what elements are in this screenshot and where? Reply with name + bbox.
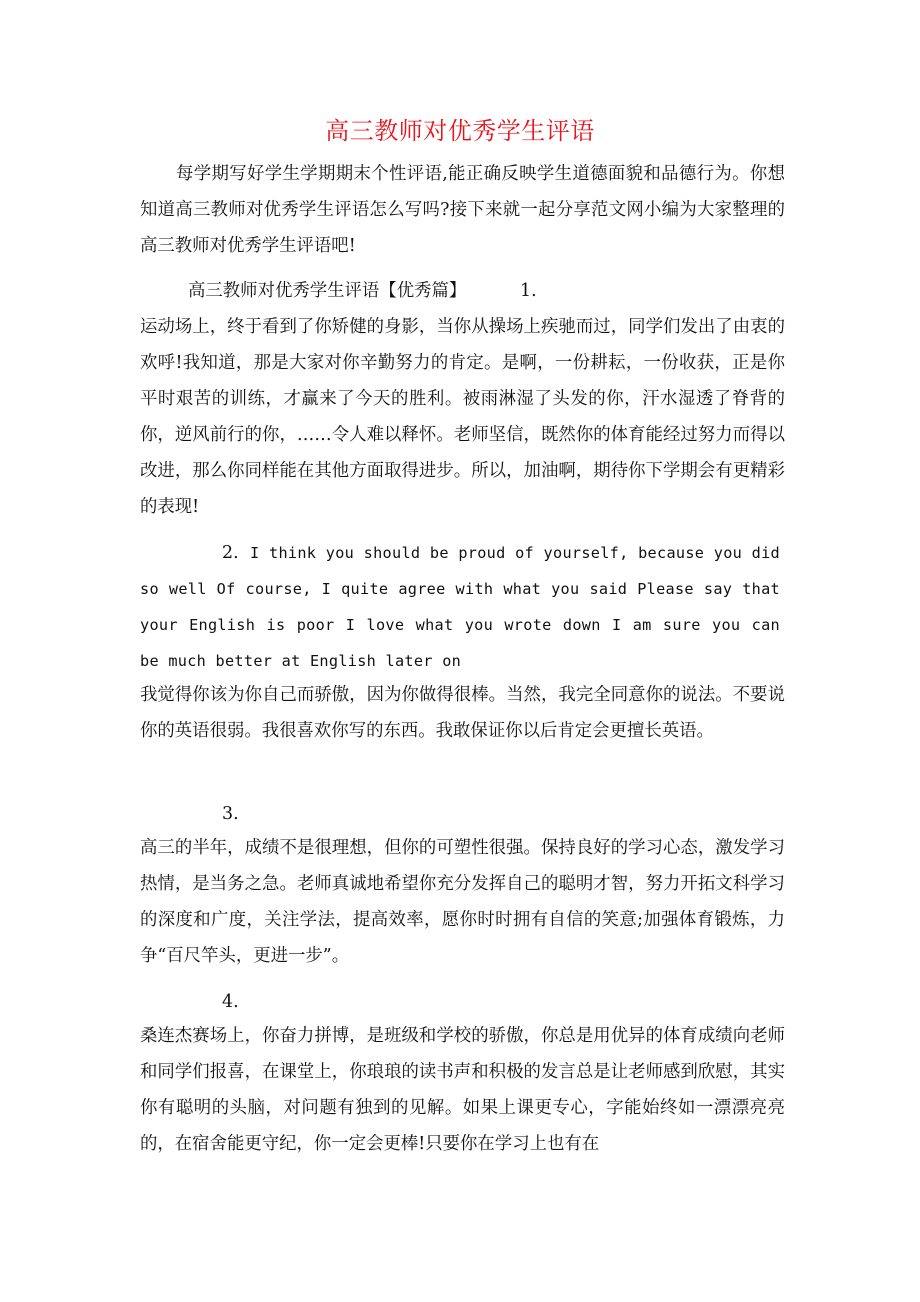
item-2-english: I think you should be proud of yourself, because you did so well Of course, I quite agree with what you said Please say that your English is poor I love what you wrote down I am sure you can be much better at English later on (140, 544, 780, 670)
document-title: 高三教师对优秀学生评语 (325, 117, 595, 145)
item-number-3: 3. (222, 804, 239, 824)
item-4-text: 桑连杰赛场上，你奋力拼博，是班级和学校的骄傲，你总是用优异的体育成绩向老师和同学们报喜，在课堂上，你琅琅的读书声和积极的发言总是让老师感到欣慰，其实你有聪明的头脑，对问题有独到的见解。如果上课更专心，字能始终如一漂漂亮亮的，在宿舍能更守纪，你一定会更棒!只要你在学习上也有在 (140, 1026, 785, 1154)
item-1-paragraph (140, 309, 785, 525)
intro-paragraph (140, 156, 785, 264)
item-number-2: 2. (222, 543, 239, 563)
item-1-text: 运动场上，终于看到了你矫健的身影，当你从操场上疾驰而过，同学们发出了由衷的欢呼!我知道，那是大家对你辛勤努力的肯定。是啊，一份耕耘，一份收获，正是你平时艰苦的训练，才赢来了今天的胜利。被雨淋湿了头发的你，汗水湿透了脊背的你，逆风前行的你，……令人难以释怀。老师坚信，既然你的体育能经过努力而得以改进，那么你同样能在其他方面取得进步。所以，加油啊，期待你下学期会有更精彩的表现! (140, 317, 785, 517)
item-3-text: 高三的半年，成绩不是很理想，但你的可塑性很强。保持良好的学习心态，激发学习热情，是当务之急。老师真诚地希望你充分发挥自己的聪明才智，努力开拓文科学习的深度和广度，关注学法，提高效率，愿你时时拥有自信的笑意;加强体育锻炼，力争“百尺竿头，更进一步”。 (140, 838, 785, 966)
item-2-paragraph (140, 677, 785, 749)
intro-text: 每学期写好学生学期期末个性评语,能正确反映学生道德面貌和品德行为。你想知道高三教师对优秀学生评语怎么写吗?接下来就一起分享范文网小编为大家整理的高三教师对优秀学生评语吧! (140, 164, 785, 256)
item-2-text: 我觉得你该为你自己而骄傲，因为你做得很棒。当然，我完全同意你的说法。不要说你的英语很弱。我很喜欢你写的东西。我敢保证你以后肯定会更擅长英语。 (140, 685, 785, 741)
item-number-1: 1. (520, 281, 537, 301)
section-heading: 高三教师对优秀学生评语【优秀篇】 (188, 281, 467, 301)
item-3-paragraph (140, 830, 785, 974)
item-4-paragraph (140, 1018, 785, 1162)
item-number-4: 4. (222, 992, 239, 1012)
